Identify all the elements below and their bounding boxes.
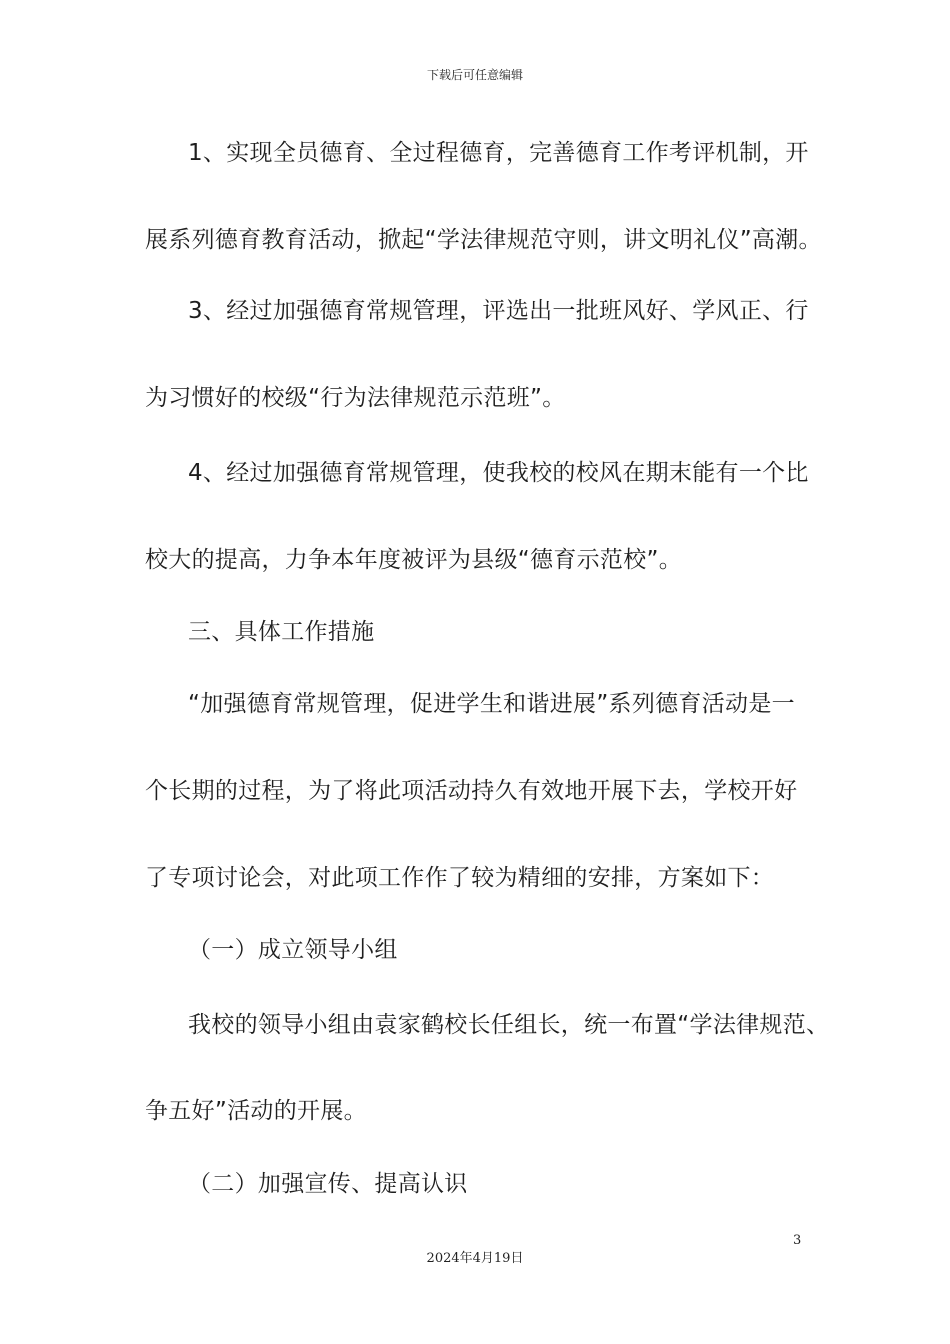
body-line: 个长期的过程，为了将此项活动持久有效地开展下去，学校开好 [145,778,798,804]
body-line: 校大的提高，力争本年度被评为县级“德育示范校”。 [145,547,683,573]
body-line: 展系列德育教育活动，掀起“学法律规范守则，讲文明礼仪”高潮。 [145,227,822,253]
body-line: 了专项讨论会，对此项工作作了较为精细的安排，方案如下： [145,865,775,891]
body-line: 我校的领导小组由袁家鹤校长任组长，统一布置“学法律规范、 [188,1012,830,1038]
section-heading: 三、具体工作措施 [188,619,375,645]
body-line: 3、经过加强德育常规管理，评选出一批班风好、学风正、行 [188,298,809,324]
body-line: 1、实现全员德育、全过程德育，完善德育工作考评机制，开 [188,140,809,166]
subsection-heading: （二）加强宣传、提高认识 [188,1171,468,1197]
subsection-heading: （一）成立领导小组 [188,937,398,963]
page-number: 3 [793,1233,802,1248]
body-line: 4、经过加强德育常规管理，使我校的校风在期末能有一个比 [188,460,809,486]
page-header: 下载后可任意编辑 [426,68,523,82]
footer-date: 2024年4月19日 [426,1251,524,1266]
body-line: “加强德育常规管理，促进学生和谐进展”系列德育活动是一 [188,691,795,717]
body-line: 为习惯好的校级“行为法律规范示范班”。 [145,385,566,411]
body-line: 争五好”活动的开展。 [145,1098,367,1124]
